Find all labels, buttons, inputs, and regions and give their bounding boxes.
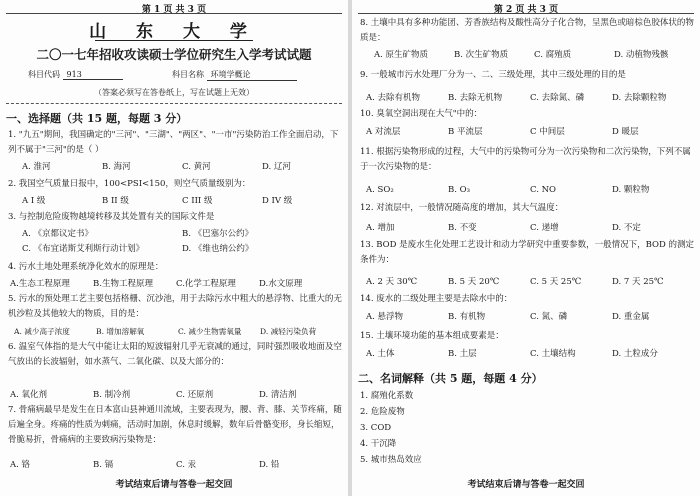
option: C. 还原剂	[176, 390, 214, 400]
question-15-options	[366, 348, 694, 361]
subject-name-label: 科目名称	[172, 70, 204, 79]
option: D. 去除颗粒物	[612, 93, 667, 103]
option: A. 原生矿物质	[374, 50, 429, 60]
term-2: 2. 危险废物	[360, 407, 405, 417]
section-1-title: 一、选择题（共 15 题，每题 3 分）	[6, 112, 188, 125]
option: D.水文原理	[259, 279, 303, 289]
answer-instruction: （答案必须写在答卷纸上，写在试题上无效）	[94, 88, 254, 97]
question-1-options	[22, 161, 342, 174]
question-12-options	[366, 222, 694, 235]
question-15: 15. 土壤环境功能的基本组成要素是：	[360, 331, 504, 341]
question-12: 12. 对流层中，一般情况随高度的增加，其大气温度：	[360, 203, 564, 213]
option: D. 不定	[612, 223, 641, 233]
question-4-options	[10, 278, 342, 291]
option: A. 去除有机物	[366, 93, 421, 103]
option: D. 重金属	[612, 312, 650, 322]
option: C. 腐殖质	[534, 50, 572, 60]
term-5: 5. 城市热岛效应	[360, 455, 422, 465]
option: A. 氧化剂	[10, 390, 48, 400]
question-7-options	[10, 459, 342, 472]
option: C. 5 天 25℃	[530, 277, 582, 287]
option: D. 《维也纳公约》	[182, 244, 254, 254]
question-6: 6. 温室气体指的是大气中能让太阳的短波辐射几乎无衰减的通过，同时强烈吸收地面及空气放出的长波辐射，如水蒸气、二氧化碳、以及大部分的：	[8, 342, 342, 367]
option: C. 递增	[530, 223, 559, 233]
subject-name-row	[172, 69, 297, 81]
option: B. 《巴塞尔公约》	[182, 229, 254, 239]
question-8: 8. 土壤中具有多种功能团、芳香族结构及酸性高分子化合物，呈黑色或暗棕色胶体状的物质是：	[360, 18, 694, 43]
option: A. 土体	[366, 349, 395, 359]
option: A. 2 天 30℃	[366, 277, 418, 287]
option: C. 汞	[176, 460, 197, 470]
option: A I 级	[22, 196, 46, 206]
option: D 暖层	[612, 127, 639, 137]
option: B. O₃	[448, 185, 471, 195]
option: B.生物工程原理	[93, 279, 153, 289]
option: D. 铅	[259, 460, 280, 470]
option: B. 去除无机物	[448, 93, 503, 103]
option: A. 淮河	[22, 162, 51, 172]
subject-code-row	[28, 69, 123, 80]
exam-page-1	[0, 0, 348, 496]
question-9: 9. 一般城市污水处理厂分为一、二、三级处理，其中三级处理的目的是	[360, 70, 626, 80]
page-footer: 考试结束后请与答卷一起交回	[467, 480, 585, 490]
exam-title: 二〇一七年招收攻读硕士学位研究生入学考试试题	[36, 47, 312, 62]
question-8-options	[374, 49, 694, 62]
term-1: 1. 腐殖化系数	[360, 391, 414, 401]
question-1: 1. "九五"期间，我国确定的"三河"、"三湖"、"两区"、"一市"污染防治工作全面启动，下列不属于"三河"的是（ ）	[8, 130, 339, 155]
question-13: 13. BOD 是废水生化处理工艺设计和动力学研究中重要参数，一般情况下，BOD 的测定条件为：	[360, 240, 695, 265]
term-3: 3. COD	[360, 423, 392, 433]
subject-name: 环境学概论	[207, 69, 297, 81]
option: B. 有机物	[448, 312, 486, 322]
subject-code: 913	[63, 70, 123, 80]
title-underline	[95, 40, 253, 41]
option: A. 增加	[366, 223, 395, 233]
option: D. 减轻污染负荷	[260, 327, 317, 336]
option: B. 制冷剂	[93, 390, 131, 400]
option: D. 颗粒物	[612, 185, 650, 195]
question-10: 10. 臭氧空洞出现在大气"中的：	[360, 109, 483, 119]
option: D. 动植物残骸	[614, 50, 669, 60]
option: B II 级	[102, 196, 129, 206]
option: D IV 级	[262, 196, 293, 206]
option: B 平流层	[448, 127, 483, 137]
option: B. 增加溶解氧	[96, 327, 145, 336]
question-5-options	[14, 325, 342, 338]
option: C. 氮、磷	[530, 312, 568, 322]
option: A. 铬	[10, 460, 31, 470]
option: A. 《京都议定书》	[22, 229, 94, 239]
option: A.生态工程原理	[10, 279, 70, 289]
question-9-options	[366, 92, 694, 105]
university-name: 山 东 大 学	[89, 22, 259, 42]
option: C. NO	[530, 185, 557, 195]
option: C. 黄河	[182, 162, 211, 172]
question-14: 14. 废水的二级处理主要是去除水中的：	[360, 294, 513, 304]
option: A. 悬浮物	[366, 312, 404, 322]
section-2-title: 二、名词解释（共 5 题，每题 4 分）	[358, 372, 543, 385]
option: C 中间层	[530, 127, 565, 137]
header-rule	[6, 13, 342, 14]
option: C. 去除氮、磷	[530, 93, 585, 103]
option: B. 不变	[448, 223, 477, 233]
option: D. 辽河	[262, 162, 291, 172]
option: D. 7 天 25℃	[612, 277, 664, 287]
question-3-options-row-1	[22, 228, 342, 241]
option: C. 减少生物需氧量	[178, 327, 242, 336]
question-3-options-row-2	[22, 243, 342, 256]
option: B. 次生矿物质	[454, 50, 509, 60]
option: B. 镉	[93, 460, 114, 470]
question-14-options	[366, 311, 694, 324]
option: B. 海河	[102, 162, 131, 172]
question-4: 4. 污水土地处理系统净化效水的原理是：	[8, 262, 164, 272]
question-5: 5. 污水的预处理工艺主要包括格栅、沉沙池，用于去除污水中粗大的悬浮物、比重大的无机沙粒及其他较大的物质，目的是：	[8, 294, 342, 319]
option: B. 土层	[448, 349, 477, 359]
question-10-options	[366, 126, 694, 139]
question-11: 11. 根据污染物形成的过程，大气中的污染物可分为一次污染物和二次污染物，下列不属于一次污染物的是：	[360, 147, 691, 172]
question-13-options	[366, 276, 694, 289]
option: D. 清洁剂	[259, 390, 297, 400]
option: C. 《布宜诺斯艾利斯行动计划》	[22, 244, 145, 254]
question-7: 7. 骨痛病最早是发生在日本富山县神通川流域，主要表现为，腰、背、膝、关节疼痛，随后遍全身。疼痛的性质为刺痛，活动时加剧，休息时缓解，数年后骨骼变形，身长缩短，骨脆易折，骨痛病的主要致病污染物是：	[8, 405, 342, 445]
option: C. 土壤结构	[530, 349, 576, 359]
question-3: 3. 与控制危险废物越境转移及其处置有关的国际文件是	[8, 212, 215, 222]
question-11-options	[366, 184, 694, 197]
option: D. 土粒成分	[612, 349, 658, 359]
page-footer: 考试结束后请与答卷一起交回	[115, 480, 233, 490]
option: C.化学工程原理	[176, 279, 236, 289]
question-2-options	[22, 195, 342, 208]
exam-page-2	[352, 0, 700, 496]
option: A. SO₂	[366, 185, 394, 195]
subject-code-label: 科目代码	[28, 70, 60, 79]
dashed-divider	[6, 103, 342, 104]
option: C III 级	[182, 196, 213, 206]
question-2: 2. 我国空气质量日报中，100<PSI<150，则空气质量级别为：	[8, 179, 251, 189]
option: A. 减少高子浓度	[14, 327, 70, 336]
option: B. 5 天 20℃	[448, 277, 500, 287]
page-number-header: 第 2 页 共 3 页	[493, 5, 559, 15]
page-number-header: 第 1 页 共 3 页	[141, 5, 207, 15]
term-4: 4. 干沉降	[360, 439, 397, 449]
header-rule	[358, 13, 694, 14]
question-6-options	[10, 389, 342, 402]
option: A 对流层	[366, 127, 401, 137]
